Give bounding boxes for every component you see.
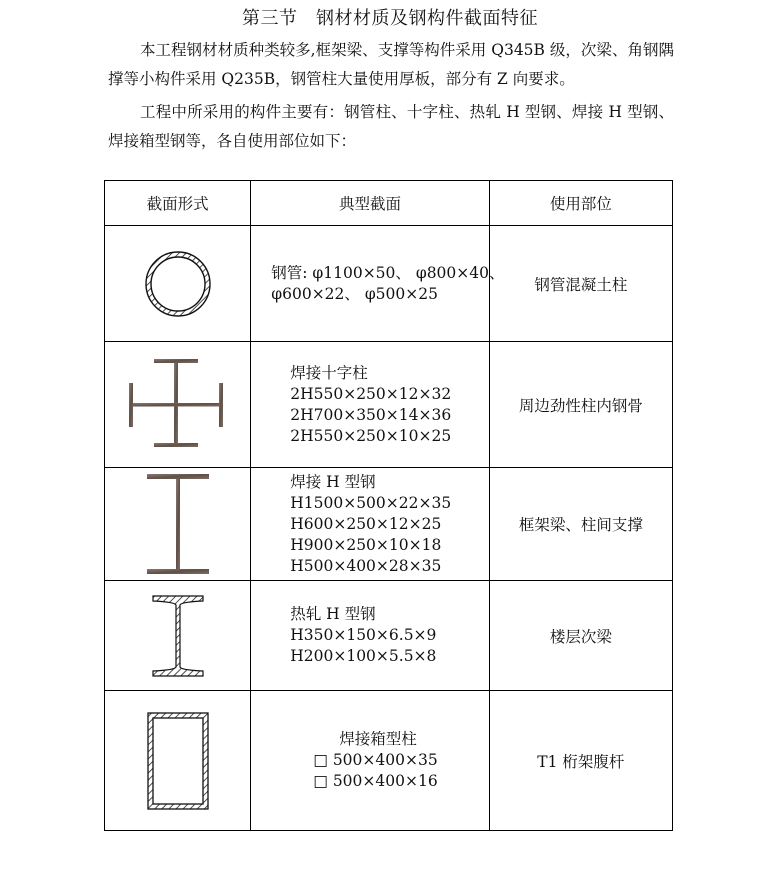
circular-tube-icon: [138, 244, 218, 324]
typical-line: □ 500×400×16: [313, 772, 438, 790]
typical-cell: [251, 226, 505, 342]
table-row: [105, 468, 673, 581]
usage-cell: 楼层次梁: [489, 581, 672, 691]
usage-cell: T1 桁架腹杆: [489, 691, 672, 831]
typical-line: 焊接十字柱: [290, 363, 368, 382]
typical-line: 焊接 H 型钢: [290, 472, 376, 491]
section-title: 第三节 钢材材质及钢构件截面特征: [242, 8, 538, 29]
section-table: [104, 180, 673, 831]
typical-line: H900×250×10×18: [290, 535, 442, 554]
usage-cell: 框架梁、柱间支撑: [489, 468, 672, 581]
paragraph-members: 工程中所采用的构件主要有：钢管柱、十字柱、热轧 H 型钢、焊接 H 型钢、焊接箱型钢等，各自使用部位如下：: [108, 103, 674, 150]
table-header-row: [105, 181, 673, 226]
typical-line: H200×100×5.5×8: [290, 647, 437, 665]
table-row: [105, 342, 673, 468]
typical-line: 2H550×250×12×32: [290, 384, 452, 403]
typical-line: □ 500×400×35: [313, 751, 438, 769]
usage-cell: 周边劲性柱内钢骨: [489, 342, 672, 468]
typical-line: 焊接箱型柱: [339, 730, 417, 748]
typical-line: H1500×500×22×35: [290, 493, 452, 512]
typical-line: 钢管: φ1100×50、 φ800×40、: [271, 263, 505, 282]
typical-line: φ600×22、 φ500×25: [271, 284, 438, 303]
typical-line: 2H700×350×14×36: [290, 405, 452, 424]
table-row: [105, 226, 673, 342]
box-section-icon: [146, 711, 210, 811]
rolled-h-figure: [105, 581, 251, 691]
welded-h-figure: [105, 468, 251, 581]
header-shape: 截面形式: [105, 181, 251, 226]
typical-line: 2H550×250×10×25: [290, 426, 452, 445]
typical-line: 热轧 H 型钢: [290, 605, 376, 623]
cross-column-figure: [105, 342, 251, 468]
typical-line: H500×400×28×35: [290, 556, 442, 575]
header-typical: 典型截面: [251, 181, 489, 226]
circular-tube-figure: [105, 226, 251, 342]
rolled-h-icon: [150, 593, 206, 679]
typical-cell: [251, 468, 489, 581]
box-section-figure: [105, 691, 251, 831]
welded-h-icon: [143, 472, 213, 576]
paragraph-materials: 本工程钢材材质种类较多,框架梁、支撑等构件采用 Q345B 级，次梁、角钢隅撑等小构件采用 Q235B，钢管柱大量使用厚板，部分有 Z 向要求。: [108, 41, 674, 88]
typical-cell: [251, 581, 489, 691]
typical-cell: [251, 691, 489, 831]
table-row: [105, 691, 673, 831]
typical-line: H600×250×12×25: [290, 514, 442, 533]
cross-column-icon: [128, 355, 228, 455]
table-row: [105, 581, 673, 691]
header-usage: 使用部位: [489, 181, 672, 226]
typical-line: H350×150×6.5×9: [290, 626, 437, 644]
typical-cell: [251, 342, 489, 468]
usage-cell: 钢管混凝土柱: [489, 226, 672, 342]
